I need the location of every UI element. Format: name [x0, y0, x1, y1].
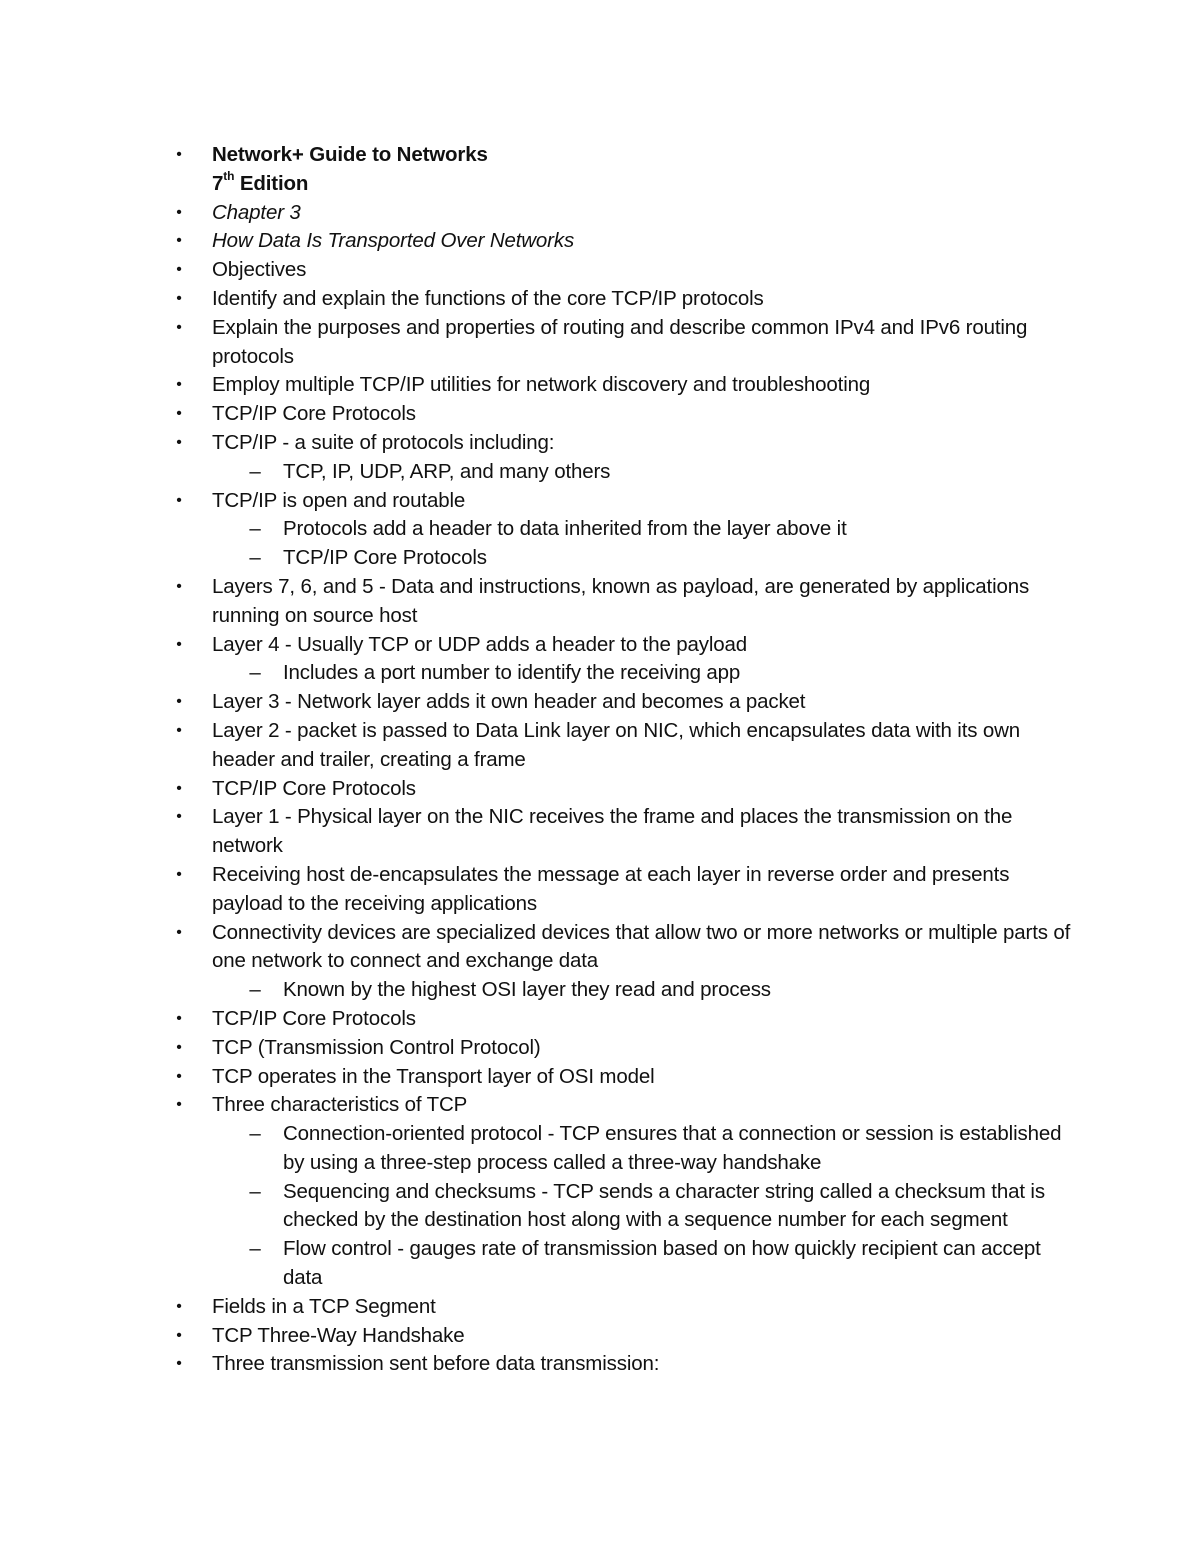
list-item	[172, 1293, 1072, 1322]
dash-marker: –	[249, 459, 261, 483]
bullet-marker: •	[176, 693, 182, 711]
bullet-marker: •	[176, 779, 182, 797]
list-item	[172, 141, 1072, 199]
sub-list-item	[172, 659, 1072, 688]
list-item-text: TCP Three-Way Handshake	[212, 1323, 465, 1347]
sub-list-item	[172, 1178, 1072, 1236]
list-item-text: TCP/IP Core Protocols	[212, 1006, 416, 1030]
bullet-marker: •	[176, 146, 182, 163]
list-item	[172, 256, 1072, 285]
sub-list-item	[172, 976, 1072, 1005]
list-item	[172, 1063, 1072, 1092]
bullet-marker: •	[176, 289, 182, 307]
bullet-marker: •	[176, 808, 182, 826]
edition-line	[212, 170, 1072, 199]
list-item	[172, 688, 1072, 717]
dash-marker: –	[249, 1122, 261, 1146]
bullet-marker: •	[176, 721, 182, 739]
list-item	[172, 573, 1072, 631]
sub-list-item	[172, 1235, 1072, 1293]
list-item	[172, 314, 1072, 372]
bullet-marker: •	[176, 1009, 182, 1027]
sub-list-item	[172, 1120, 1072, 1178]
list-item-text: TCP/IP is open and routable	[212, 488, 466, 512]
list-item-text: Three transmission sent before data transmission:	[212, 1352, 660, 1376]
sub-list-item-text: Known by the highest OSI layer they read and process	[283, 978, 771, 1002]
list-item	[172, 487, 1072, 516]
chapter-label: Chapter 3	[212, 200, 301, 224]
sub-list-item-text: TCP/IP Core Protocols	[283, 546, 487, 570]
dash-marker: –	[249, 517, 261, 541]
list-item-text: Employ multiple TCP/IP utilities for network discovery and troubleshooting	[212, 373, 871, 397]
bullet-marker: •	[176, 318, 182, 336]
list-item	[172, 861, 1072, 919]
dash-marker: –	[249, 546, 261, 570]
notes-list	[172, 141, 1072, 1379]
bullet-marker: •	[176, 405, 182, 423]
dash-marker: –	[249, 1237, 261, 1261]
dash-marker: –	[249, 1179, 261, 1203]
bullet-marker: •	[176, 923, 182, 941]
list-item-text: Objectives	[212, 258, 307, 282]
list-item-text: Connectivity devices are specialized devices that allow two or more networks or multiple parts of one network to connect and exchange data	[212, 920, 1071, 973]
bullet-marker: •	[176, 635, 182, 653]
bullet-marker: •	[176, 376, 182, 394]
list-item	[172, 227, 1072, 256]
list-item	[172, 199, 1072, 228]
bullet-marker: •	[176, 1038, 182, 1056]
list-item	[172, 1350, 1072, 1379]
list-item-text: Layer 4 - Usually TCP or UDP adds a header to the payload	[212, 632, 748, 656]
list-item-text: Explain the purposes and properties of routing and describe common IPv4 and IPv6 routing protocols	[212, 315, 1028, 368]
list-item	[172, 371, 1072, 400]
list-item-text: Identify and explain the functions of the core TCP/IP protocols	[212, 286, 764, 310]
edition-superscript: th	[223, 168, 235, 183]
bullet-marker: •	[176, 261, 182, 279]
list-item-text: Layer 3 - Network layer adds it own header and becomes a packet	[212, 690, 806, 714]
list-item-text: TCP/IP Core Protocols	[212, 776, 416, 800]
bullet-marker: •	[176, 1096, 182, 1114]
list-item-text: Layer 1 - Physical layer on the NIC receives the frame and places the transmission on the network	[212, 805, 1013, 858]
sub-list-item-text: Includes a port number to identify the receiving app	[283, 661, 741, 685]
list-item-text: TCP/IP - a suite of protocols including:	[212, 430, 555, 454]
edition-word: Edition	[234, 171, 309, 195]
edition-number: 7	[212, 171, 224, 195]
bullet-marker: •	[176, 865, 182, 883]
list-item-text: Fields in a TCP Segment	[212, 1294, 436, 1318]
bullet-marker: •	[176, 1326, 182, 1344]
sub-list-item-text: TCP, IP, UDP, ARP, and many others	[283, 459, 611, 483]
list-item-text: Receiving host de-encapsulates the message at each layer in reverse order and presents payload to the receiving applications	[212, 862, 1010, 915]
bullet-marker: •	[176, 1067, 182, 1085]
list-item	[172, 717, 1072, 775]
list-item-text: TCP (Transmission Control Protocol)	[212, 1035, 541, 1059]
list-item-text: Layers 7, 6, and 5 - Data and instructions, known as payload, are generated by applications running on source host	[212, 574, 1030, 627]
list-item	[172, 1322, 1072, 1351]
bullet-marker: •	[176, 232, 182, 250]
dash-marker: –	[249, 978, 261, 1002]
list-item	[172, 1091, 1072, 1120]
document-title: Network+ Guide to Networks	[212, 143, 488, 166]
list-item-text: Three characteristics of TCP	[212, 1093, 468, 1117]
dash-marker: –	[249, 661, 261, 685]
sub-list-item-text: Sequencing and checksums - TCP sends a character string called a checksum that is checked by the destination host along with a sequence number for each segment	[283, 1179, 1045, 1232]
sub-list-item-text: Protocols add a header to data inherited from the layer above it	[283, 517, 847, 541]
sub-list-item	[172, 515, 1072, 544]
list-item	[172, 400, 1072, 429]
bullet-marker: •	[176, 491, 182, 509]
sub-list-item	[172, 544, 1072, 573]
sub-list-item-text: Flow control - gauges rate of transmission based on how quickly recipient can accept data	[283, 1237, 1041, 1290]
bullet-marker: •	[176, 433, 182, 451]
bullet-marker: •	[176, 577, 182, 595]
list-item	[172, 1005, 1072, 1034]
list-item-text: TCP operates in the Transport layer of OSI model	[212, 1064, 655, 1088]
sub-list-item	[172, 458, 1072, 487]
list-item	[172, 285, 1072, 314]
list-item	[172, 803, 1072, 861]
bullet-marker: •	[176, 203, 182, 221]
bullet-marker: •	[176, 1297, 182, 1315]
list-item	[172, 631, 1072, 660]
list-item	[172, 1034, 1072, 1063]
list-item-text: Layer 2 - packet is passed to Data Link layer on NIC, which encapsulates data with its own header and trailer, creating a frame	[212, 718, 1021, 771]
list-item	[172, 919, 1072, 977]
list-item	[172, 775, 1072, 804]
bullet-marker: •	[176, 1355, 182, 1373]
list-item-text: TCP/IP Core Protocols	[212, 402, 416, 426]
list-item	[172, 429, 1072, 458]
sub-list-item-text: Connection-oriented protocol - TCP ensures that a connection or session is established by using a three-step process called a three-way handshake	[283, 1122, 1062, 1174]
chapter-title: How Data Is Transported Over Networks	[212, 229, 575, 253]
